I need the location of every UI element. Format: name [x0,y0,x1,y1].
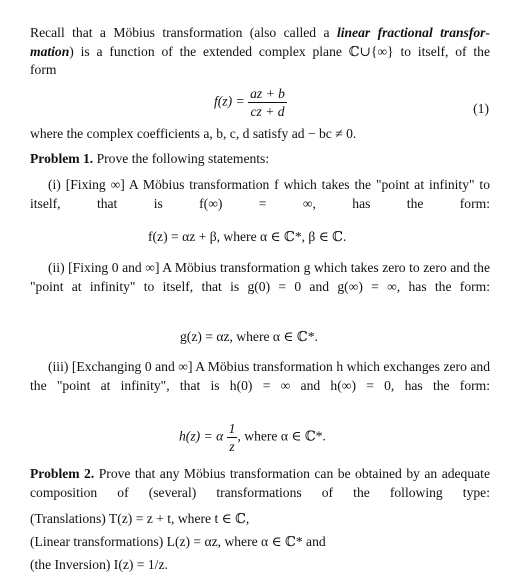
eq1-denominator: cz + d [250,104,285,119]
equation-number: (1) [473,101,489,116]
problem-1-intro: Prove the following statements: [93,151,270,166]
item-2-formula: g(z) = αz, where α ∈ ℂ*. [180,329,318,344]
problem-1-item-2: (ii) [Fixing 0 and ∞] A Möbius transformation g which takes zero to zero and the "point at infinity" to itself, that is g(0) = 0 and g(∞) = ∞, has the form: [30,260,490,294]
type-inversion: (the Inversion) I(z) = 1/z. [30,557,168,572]
problem-2-paragraph [30,465,490,502]
intro-term: linear fractional transfor- [336,25,490,40]
item-3-formula [179,421,326,454]
eq1-fraction [248,86,287,119]
problem-1-item-1: (i) [Fixing ∞] A Möbius transformation f which takes the "point at infinity" to itself, that is f(∞) = ∞, has the form: [30,177,490,211]
intro-text: Recall that a Möbius transformation (also called a [30,25,337,40]
item-3-fraction [227,421,238,454]
intro-term-cont: mation [30,43,70,59]
item-3-rest: , where α ∈ ℂ*. [237,428,326,444]
item-3-denominator: z [229,439,235,454]
problem-1-line [30,152,269,166]
eq1-numerator: az + b [250,86,285,101]
type-translations: (Translations) T(z) = z + t, where t ∈ ℂ, [30,511,250,526]
intro-paragraph [30,24,490,80]
problem-2-text: Prove that any Möbius transformation can be obtained by an adequate composition of (several) transformations of the following type: [30,466,490,500]
problem-1-heading: Problem 1. [30,151,94,166]
eq1-lhs: f(z) = [214,93,245,109]
intro-text-2: ) is a function of the extended complex plane ℂ∪{∞} to itself, of the [69,43,490,59]
item-3-lhs: h(z) = α [179,428,224,444]
problem-2-heading: Problem 2. [30,466,95,481]
problem-1-item-3: (iii) [Exchanging 0 and ∞] A Möbius transformation h which exchanges zero and the "point at infinity", that is h(0) = ∞ and h(∞) = 0, has the form: [30,359,490,393]
intro-text-3: form [30,62,57,77]
item-1-formula: f(z) = αz + β, where α ∈ ℂ*, β ∈ ℂ. [148,229,347,244]
item-3-numerator: 1 [228,421,236,436]
type-linear: (Linear transformations) L(z) = αz, where α ∈ ℂ* and [30,534,326,549]
coefficient-condition: where the complex coefficients a, b, c, d satisfy ad − bc ≠ 0. [30,126,357,141]
equation-1 [214,86,287,119]
